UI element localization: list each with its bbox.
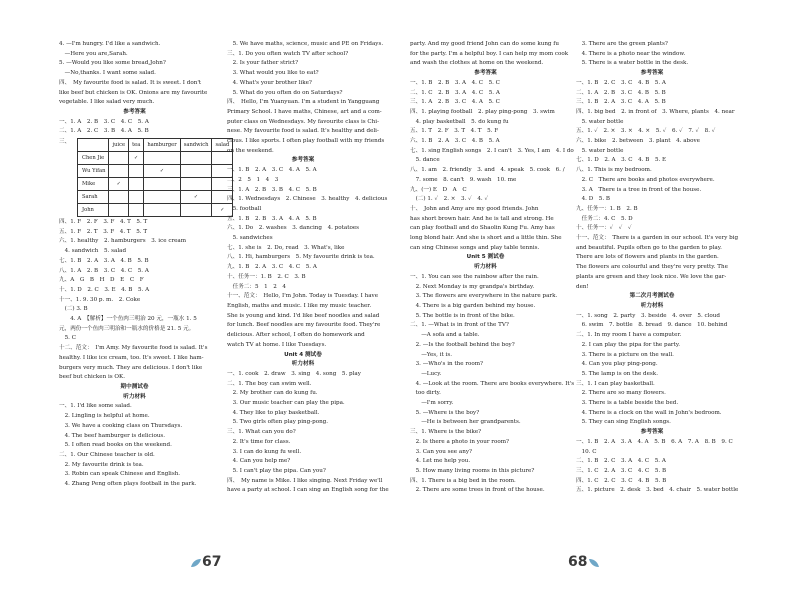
text-line: 十一、1. 9. 30 p. m. 2. Coke <box>59 296 141 303</box>
section-heading: 期中测试卷 <box>120 383 149 390</box>
text-line: watch TV at home. I like Tuesdays. <box>227 341 327 348</box>
text-line: —I'm sorry. <box>410 400 454 407</box>
section-heading: 参考答案 <box>474 70 497 77</box>
text-block <box>59 118 210 137</box>
text-line: 三、1. I can play basketball. <box>576 380 655 387</box>
text-line: 十一、范文： Hello, I'm John. Today is Tuesday. I have <box>227 293 379 300</box>
table-header-cell: salad <box>212 139 233 152</box>
text-line: 任务二：4. C 5. D <box>576 215 633 222</box>
leaf-icon <box>588 558 600 568</box>
text-line: 2. Is there a photo in your room? <box>410 438 510 445</box>
text-line: 5. C <box>59 335 76 342</box>
text-line: Primary School. I have maths, Chinese, art and a com- <box>227 108 382 115</box>
mark-cell <box>180 152 212 165</box>
text-block <box>59 218 210 383</box>
text-line: 2. Lingling is helpful at home. <box>59 413 150 420</box>
mark-cell <box>144 191 180 204</box>
section-heading: 参考答案 <box>640 429 664 436</box>
text-line: 5. I can't play the pipa. Can you? <box>227 467 326 474</box>
text-line: 10. C <box>576 448 597 455</box>
text-line: 二、1. Our Chinese teacher is old. <box>59 451 155 458</box>
text-line: 5. The bottle is in front of the bike. <box>410 312 515 319</box>
text-line: 5. The lamp is on the desk. <box>576 370 658 377</box>
text-line: 九、任务一：1. B 2. B <box>576 205 638 212</box>
section-heading: Unit 5 测试卷 <box>466 254 505 261</box>
table-header-cell: sandwich <box>180 139 212 152</box>
answer-table <box>77 138 233 217</box>
text-line: 3. We have a cooking class on Thursdays. <box>59 422 183 429</box>
text-block <box>576 40 728 69</box>
text-line: have a party at school. I can sing an English song for the <box>227 487 389 494</box>
section-heading: 第二次月考测试卷 <box>629 293 675 300</box>
text-line: 3. There are the green plants? <box>576 41 668 47</box>
text-line: 二、1. C 2. B 3. A 4. C 5. A <box>410 89 500 96</box>
text-line: 任务二：5 1 2 4 <box>227 283 286 290</box>
text-line: —Yes, it is. <box>410 351 452 358</box>
text-line: —A sofa and a table. <box>410 332 480 339</box>
table-row <box>78 204 233 217</box>
table-corner-cell <box>78 139 109 152</box>
mark-cell: ✓ <box>144 165 180 178</box>
text-line: 四、 My name is Mike. I like singing. Next Friday we'll <box>227 477 383 484</box>
text-line: too dirty. <box>410 390 441 397</box>
text-line: 4. There is a big garden behind my house. <box>410 302 536 309</box>
text-line: 2. It's time for class. <box>227 438 291 445</box>
text-line: 3. I can do kung fu well. <box>227 448 302 455</box>
section-heading: 听力材料 <box>291 361 315 368</box>
text-line: 4. —I'm hungry. I'd like a sandwich. <box>59 41 161 47</box>
mark-cell <box>109 204 129 217</box>
row-name-cell: Sarah <box>78 191 109 204</box>
text-line: puter class on Wednesdays. My favourite class is Chi- <box>227 118 379 125</box>
text-line: 二、1. In my room I have a computer. <box>576 332 682 339</box>
text-line: 八、1. A 2. B 3. C 4. C 5. A <box>59 267 149 274</box>
mark-cell <box>144 178 180 191</box>
text-line: 五、1. picture 2. desk 3. bed 4. chair 5. water bottle <box>576 487 739 494</box>
text-line: 4. A 【解析】一个鱼肉三明治 20 元，一瓶水 1. 5 <box>59 316 197 323</box>
text-line: 五、1. B 2. B 3. A 4. A 5. B <box>227 215 317 222</box>
text-line: 五、1. F 2. T 3. F 4. T 5. T <box>59 228 148 235</box>
text-line: 5. —Would you like some bread,John? <box>59 60 166 67</box>
column-3 <box>410 40 575 496</box>
text-line: 2. Next Monday is my grandpa's birthday. <box>410 283 535 290</box>
text-line: 4. D 5. B <box>576 196 611 203</box>
text-line: for lunch. Beef noodles are my favourite food. They're <box>227 322 381 329</box>
section-heading: 参考答案 <box>640 70 664 77</box>
text-line: has short brown hair. And he is tall and strong. He <box>410 215 554 222</box>
text-line: 八、1. Hi, hamburgers 5. My favourite drink is tea. <box>227 254 375 261</box>
text-line: 4. There is a clock on the wall in John's bedroom. <box>576 409 722 416</box>
text-line: can play football and do Shaolin Kung Fu. Amy has <box>410 225 555 232</box>
column-2 <box>227 40 389 496</box>
text-line: 四、1. Wednesdays 2. Chinese 3. healthy 4. delicious <box>227 196 388 203</box>
text-line: 三、1. What can you do? <box>227 429 296 436</box>
text-line: 二、2 5 1 4 3 <box>227 176 279 183</box>
text-line: 元，两份一个鱼肉三明治和一瓶水的价格是 21. 5 元。 <box>59 325 195 332</box>
section-heading: 参考答案 <box>123 108 146 115</box>
text-line: 七、1. she is 2. Do, read 3. What's, like <box>227 244 345 251</box>
text-line: 5. We have maths, science, music and PE on Fridays. <box>227 41 384 47</box>
text-line: 四、1. playing football 2. play ping-pong 3. swim <box>410 108 555 115</box>
text-line: 3. Can you see any? <box>410 448 472 455</box>
text-line: 5. How many living rooms in this picture? <box>410 467 535 474</box>
mark-cell <box>129 178 144 191</box>
text-line: healthy. I like ice cream, too. It's sweet. I like ham- <box>59 354 204 361</box>
text-line: party. And my good friend John can do some kung fu <box>410 41 559 47</box>
text-line: 5. football <box>227 205 262 212</box>
text-line: 九、1. B 2. A 3. C 4. C 5. A <box>227 264 317 271</box>
text-line: 七、1. sing English songs 2. I can't 3. Yes, I am 4. I do <box>410 147 574 154</box>
mark-cell <box>180 204 212 217</box>
text-line: 九、A G B H D E C F <box>59 277 144 284</box>
text-line: 4. Let me help you. <box>410 458 471 465</box>
text-line: 2. My favourite drink is tea. <box>59 461 144 468</box>
text-line: 三、1. A 2. B 3. B 4. C 5. B <box>227 186 317 193</box>
text-line: —He is between her grandparents. <box>410 419 521 426</box>
text-line: 一、1. B 2. C 3. C 4. B 5. A <box>576 79 666 86</box>
text-line: She is young and kind. I'd like beef noodles and salad <box>227 312 380 319</box>
text-line: 3. There is a picture on the wall. <box>576 351 674 358</box>
text-line: 4. Can you help me? <box>227 458 291 465</box>
section-heading: 参考答案 <box>291 157 315 164</box>
text-line: 2. Is your father strict? <box>227 60 299 67</box>
text-line: 五、1. T 2. F 3. T 4. T 5. F <box>410 128 499 135</box>
text-line: 7. some 8. can't 9. wash 10. me <box>410 176 517 183</box>
table-row <box>78 191 233 204</box>
text-line: 3. —Who's in the room? <box>410 361 484 368</box>
text-line: 七、1. D 2. A 3. C 4. B 5. E <box>576 157 667 164</box>
text-line: 六、1. Do 2. washes 3. dancing 4. potatoes <box>227 225 360 232</box>
text-line: 二、1. B 2. C 3. A 4. C 5. A <box>576 458 666 465</box>
text-line: 十二、范文： I'm Amy. My favourite food is salad. It's <box>59 345 208 352</box>
text-line: (二) 3. B <box>59 306 88 313</box>
text-line: 5. —Where is the boy? <box>410 409 480 416</box>
text-line: 一、1. B 2. A 3. C 4. A 5. A <box>227 167 317 174</box>
text-block <box>59 40 210 108</box>
text-line: 六、1. bike 2. between 3. plant 4. above <box>576 138 700 145</box>
text-line: 2. There are so many flowers. <box>576 390 666 397</box>
text-line: nese. My favourite food is salad. It's healthy and deli- <box>227 128 379 135</box>
text-line: 一、1. A 2. B 3. C 4. C 5. A <box>59 118 149 125</box>
text-line: cious. I like sports. I often play football with my friends <box>227 138 385 145</box>
text-block <box>576 312 728 428</box>
text-line: 2. My brother can do kung fu. <box>227 390 318 397</box>
text-block <box>227 166 388 350</box>
mark-cell: ✓ <box>212 204 233 217</box>
text-line: 三、1. Where is the bike? <box>410 429 482 436</box>
text-line: 5. water bottle <box>576 118 624 125</box>
text-line: 2. There are some trees in front of the house. <box>410 487 545 494</box>
text-line: 二、1. The boy can swim well. <box>227 380 312 387</box>
text-line: 一、1. song 2. party 3. beside 4. over 5. cloud <box>576 312 720 319</box>
text-line: —No,thanks. I want some salad. <box>59 70 156 77</box>
text-line: 二、1. A 2. B 3. C 4. B 5. B <box>576 89 666 96</box>
mark-cell <box>129 204 144 217</box>
text-line: 二、1. A 2. C 3. B 4. A 5. B <box>59 128 149 135</box>
text-line: 六、1. healthy 2. hamburgers 3. ice cream <box>59 238 187 245</box>
text-line: 2. —Is the football behind the boy? <box>410 341 515 348</box>
text-line: 六、1. B 2. A 3. C 4. B 5. A <box>410 138 500 145</box>
mark-cell <box>144 152 180 165</box>
text-line: 三、1. B 2. A 3. C 4. A 5. B <box>576 99 666 106</box>
text-block <box>576 79 739 292</box>
text-line: 4. —Look at the room. There are books everywhere. It's <box>410 380 575 387</box>
text-block <box>410 273 575 496</box>
text-line: 4. What's your brother like? <box>227 79 312 86</box>
section-heading: 听力材料 <box>123 393 146 400</box>
text-line: 3. The flowers are everywhere in the nature park. <box>410 293 558 300</box>
mark-cell <box>144 204 180 217</box>
text-line: and wash the clothes at home on the weekend. <box>410 60 544 67</box>
text-line: like beef but chicken is OK. Onions are my favourite <box>59 89 208 96</box>
table-header-cell: tea <box>129 139 144 152</box>
table-row <box>78 165 233 178</box>
table-row <box>78 152 233 165</box>
text-line: 4. They like to play basketball. <box>227 409 320 416</box>
text-block <box>59 402 210 489</box>
mark-cell <box>129 165 144 178</box>
text-line: 3. There is a table beside the bed. <box>576 400 679 407</box>
row-name-cell: John <box>78 204 109 217</box>
section-heading: 听力材料 <box>474 264 497 271</box>
text-block <box>227 370 389 496</box>
table-label: 三、 <box>59 139 71 146</box>
text-line: can sing Chinese songs and play table tennis. <box>410 244 540 251</box>
text-line: There are lots of flowers and plants in the garden. <box>576 254 719 261</box>
text-line: 四、1. F 2. F 3. F 4. T 5. T <box>59 219 148 226</box>
text-line: —Here you are,Sarah. <box>59 50 128 57</box>
answer-table-wrap <box>59 138 230 217</box>
text-line: 3. A There is a tree in front of the house. <box>576 186 702 193</box>
text-line: 4. play basketball 5. do kung fu <box>410 118 509 125</box>
text-line: 九、(一) E D A C <box>410 186 467 193</box>
column-4 <box>576 40 739 496</box>
row-name-cell: Mike <box>78 178 109 191</box>
text-block <box>227 40 385 156</box>
text-line: 5. What do you often do on Saturdays? <box>227 89 343 96</box>
text-line: 4. There is a photo near the window. <box>576 50 686 57</box>
section-heading: 听力材料 <box>640 302 664 309</box>
text-line: 四、 My favourite food is salad. It is sweet. I don't <box>59 79 202 86</box>
text-line: 3. What would you like to eat? <box>227 70 319 77</box>
text-line: 4. The beef hamburger is delicious. <box>59 432 166 439</box>
text-line: —Lucy. <box>410 370 442 377</box>
text-line: 5. There is a water bottle in the desk. <box>576 60 689 67</box>
text-line: 十、任务一：1. B 2. C 3. B <box>227 273 306 280</box>
text-line: 一、1. You can see the rainbow after the rain. <box>410 273 539 280</box>
text-line: 五、1. ✓ 2. × 3. × 4. × 5. ✓ 6. ✓ 7. ✓ 8. ✓ <box>576 128 716 135</box>
mark-cell <box>180 165 212 178</box>
text-line: 四、1. There is a big bed in the room. <box>410 477 516 484</box>
text-line: 二、1. —What is in front of the TV? <box>410 322 509 329</box>
text-line: 七、1. B 2. A 3. A 4. B 5. B <box>59 257 149 264</box>
text-line: 十一、范文： There is a garden in our school. It's very big <box>576 235 739 242</box>
text-line: 3. Our music teacher can play the pipa. <box>227 400 345 407</box>
text-line: 一、1. I'd like some salad. <box>59 403 132 410</box>
text-block <box>576 438 739 496</box>
text-line: 6. swim 7. bottle 8. bread 9. dance 10. behind <box>576 322 728 329</box>
text-line: 2. I can play the pipa for the party. <box>576 341 681 348</box>
text-line: 十、 John and Amy are my good friends. John <box>410 205 539 212</box>
text-line: for the party. I'm a helpful boy. I can help my mom cook <box>410 50 569 57</box>
text-line: 4. Can you play ping-pong. <box>576 361 658 368</box>
text-line: 5. I often read books on the weekend. <box>59 442 172 449</box>
section-heading: Unit 4 测试卷 <box>284 351 322 358</box>
text-line: The flowers are colourful and they're very pretty. The <box>576 264 728 271</box>
text-line: 一、1. B 2. A 3. A 4. A 5. B 6. A 7. A 8. B 9. C <box>576 438 733 445</box>
table-header-cell: hamburger <box>144 139 180 152</box>
text-line: 4. sandwich 5. salad <box>59 248 127 255</box>
text-line: 十、任务一：✓ ✓ ✓ <box>576 225 632 232</box>
text-line: 三、1. C 2. A 3. C 4. C 5. B <box>576 467 667 474</box>
text-line: 5. Two girls often play ping-pong. <box>227 419 329 426</box>
text-line: 5. sandwiches <box>227 235 273 242</box>
mark-cell <box>109 191 129 204</box>
text-line: and beautiful. Pupils often go to the garden to play. <box>576 244 722 251</box>
text-line: 4. Zhang Peng often plays football in the park. <box>59 481 197 488</box>
text-line: 四、 Hello, I'm Yuanyuan. I'm a student in Yangguang <box>227 99 380 106</box>
text-line: 3. Robin can speak Chinese and English. <box>59 471 181 478</box>
column-1 <box>59 40 230 490</box>
text-line: 5. They can sing English songs. <box>576 419 671 426</box>
mark-cell <box>129 191 144 204</box>
mark-cell <box>109 165 129 178</box>
text-line: 一、1. B 2. B 3. A 4. C 5. C <box>410 79 500 86</box>
text-line: delicious. After school, I often do homework and <box>227 332 365 339</box>
text-line: 十、1. D 2. C 3. E 4. B 5. A <box>59 286 150 293</box>
mark-cell <box>109 152 129 165</box>
text-line: English, maths and music. I like my music teacher. <box>227 302 372 309</box>
text-line: 5. water bottle <box>576 147 624 154</box>
mark-cell: ✓ <box>180 191 212 204</box>
table-row <box>78 178 233 191</box>
text-line: (二) 1. ✓ 2. × 3. ✓ 4. ✓ <box>410 196 489 203</box>
row-name-cell: Wu Yifan <box>78 165 109 178</box>
text-line: 八、1. This is my bedroom. <box>576 167 652 174</box>
text-line: plants are green and they look nice. We love the gar- <box>576 273 727 280</box>
text-line: 三、1. A 2. B 3. C 4. A 5. C <box>410 99 500 106</box>
text-line: long blond hair. And she is short and a little thin. She <box>410 235 562 242</box>
row-name-cell: Chen Jie <box>78 152 109 165</box>
text-line: 三、1. Do you often watch TV after school? <box>227 50 349 57</box>
text-block <box>410 79 574 254</box>
page-number-right: 68 <box>568 554 588 570</box>
text-line: beef but chicken is OK. <box>59 374 125 381</box>
text-line: burgers very much. They are delicious. I don't like <box>59 364 203 371</box>
text-line: vegetable. I like salad very much. <box>59 99 155 106</box>
table-header-row <box>78 139 233 152</box>
text-block <box>410 40 569 69</box>
text-line: 四、1. big bed 2. in front of 3. Where, plants 4. near <box>576 108 735 115</box>
mark-cell: ✓ <box>129 152 144 165</box>
table-header-cell: juice <box>109 139 129 152</box>
mark-cell: ✓ <box>109 178 129 191</box>
text-line: 八、1. am 2. friendly 3. and 4. speak 5. cook 6. / <box>410 167 565 174</box>
text-line: 5. dance <box>410 157 440 164</box>
text-line: on the weekend. <box>227 147 274 154</box>
text-line: 一、1. cook 2. draw 3. sing 4. song 5. play <box>227 370 361 377</box>
leaf-icon <box>190 558 202 568</box>
text-line: 四、1. C 2. C 3. C 4. B 5. B <box>576 477 667 484</box>
page-number-left: 67 <box>202 554 222 570</box>
text-line: den! <box>576 283 589 290</box>
mark-cell <box>180 178 212 191</box>
text-line: 2. C There are books and photos everywhere. <box>576 176 715 183</box>
